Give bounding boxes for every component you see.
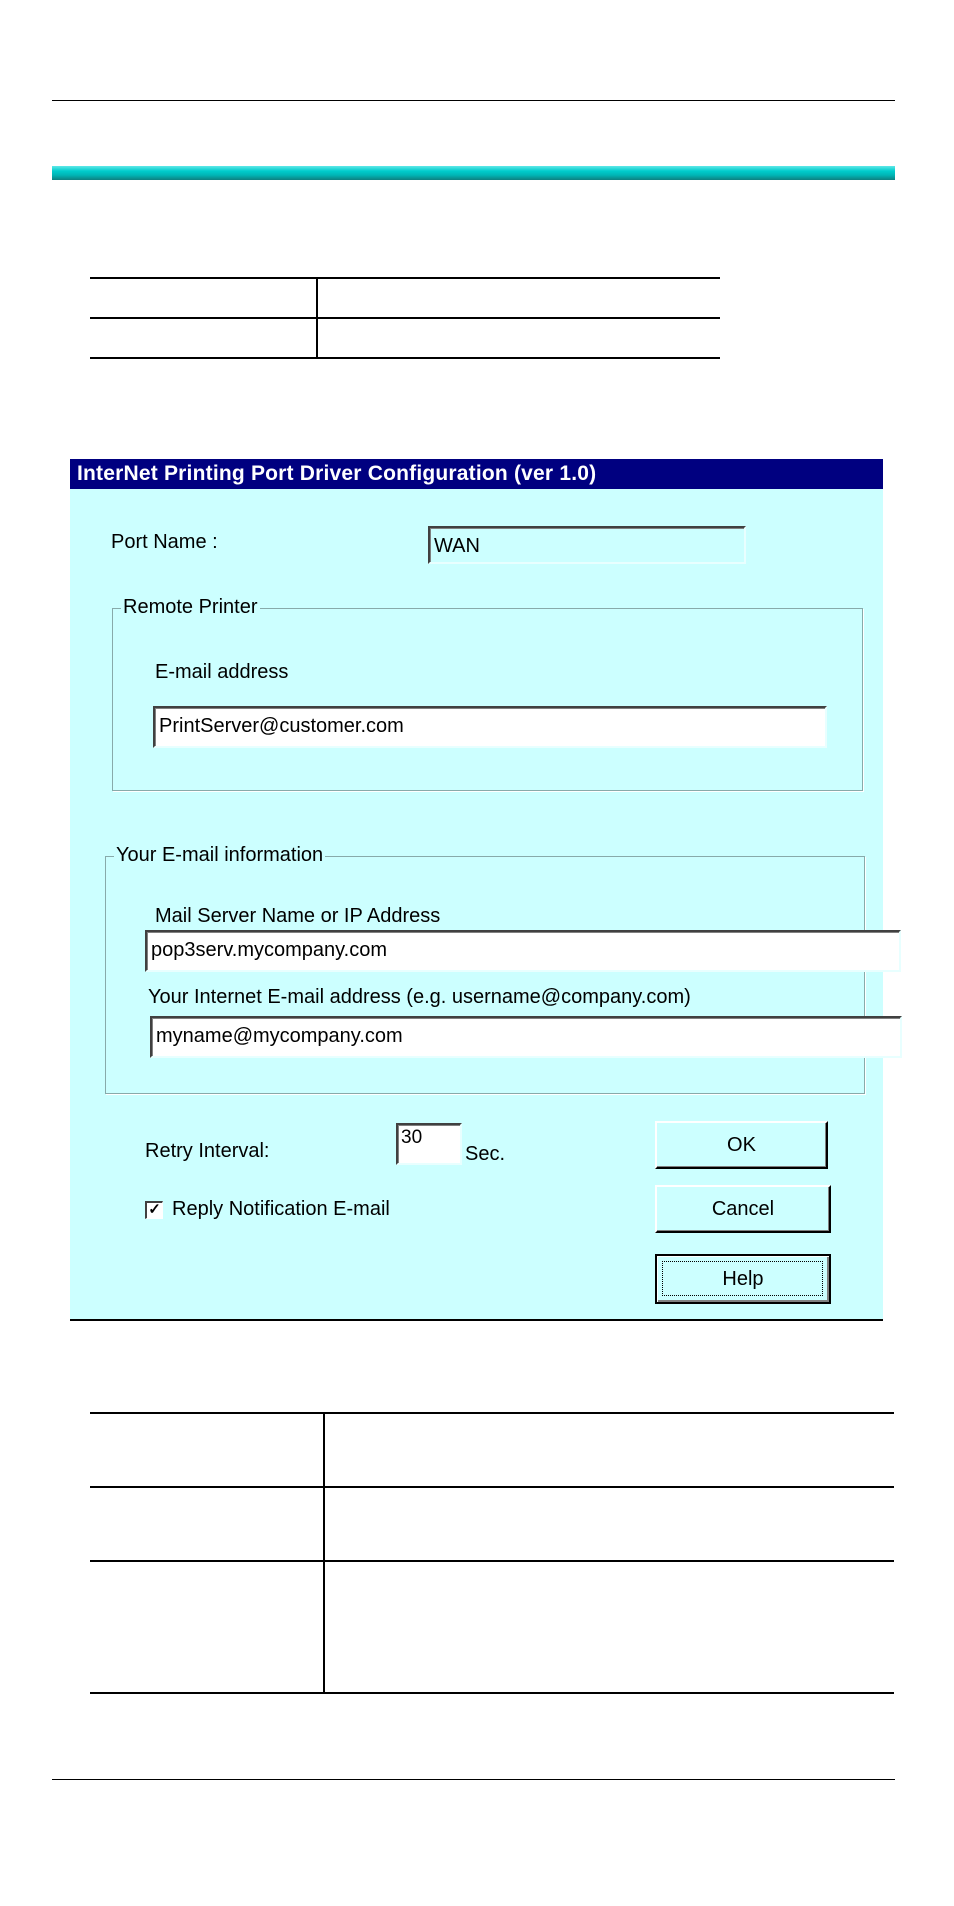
port-name-field[interactable]: WAN (428, 526, 746, 564)
table-rule (90, 1692, 894, 1694)
table-rule (90, 1560, 894, 1562)
your-email-group (105, 844, 865, 1094)
table-rule (90, 1486, 894, 1488)
retry-unit-label: Sec. (465, 1143, 506, 1165)
ok-button[interactable] (655, 1121, 828, 1169)
checkmark-icon: ✓ (148, 1201, 161, 1218)
help-button[interactable] (655, 1254, 831, 1304)
remote-printer-group (112, 596, 863, 791)
cancel-button-label: Cancel (711, 1198, 775, 1220)
remote-printer-legend: Remote Printer (123, 596, 258, 618)
dialog-titlebar[interactable]: InterNet Printing Port Driver Configuration (ver 1.0) (70, 459, 883, 489)
mail-server-label: Mail Server Name or IP Address (155, 905, 441, 927)
help-button-label: Help (722, 1268, 764, 1290)
retry-interval-field[interactable] (396, 1123, 462, 1165)
reply-notification-checkbox[interactable] (145, 1201, 163, 1219)
config-dialog (70, 459, 883, 1321)
table-rule (90, 1412, 894, 1414)
cancel-button[interactable] (655, 1185, 831, 1233)
port-name-label: Port Name : (111, 531, 218, 553)
dialog-bottom-edge (70, 1319, 883, 1321)
retry-interval-value: 30 (401, 1127, 423, 1148)
table-rule (90, 317, 720, 319)
ok-button-label: OK (727, 1134, 756, 1156)
remote-email-field[interactable]: PrintServer@customer.com (153, 706, 827, 748)
section-accent-bar (52, 166, 895, 180)
mail-server-field[interactable]: pop3serv.mycompany.com (145, 930, 901, 972)
retry-interval-label: Retry Interval: (145, 1140, 270, 1162)
top-rule (52, 100, 895, 101)
table-column-divider (316, 277, 318, 359)
remote-email-label: E-mail address (155, 661, 289, 683)
reply-notification-label[interactable]: Reply Notification E-mail (172, 1198, 390, 1220)
email-address-field[interactable]: myname@mycompany.com (150, 1016, 902, 1058)
table-rule (90, 357, 720, 359)
email-address-label: Your Internet E-mail address (e.g. username@company.com) (148, 986, 691, 1008)
your-email-legend: Your E-mail information (116, 844, 324, 866)
table-column-divider (323, 1412, 325, 1694)
bottom-rule (52, 1779, 895, 1780)
table-rule (90, 277, 720, 279)
